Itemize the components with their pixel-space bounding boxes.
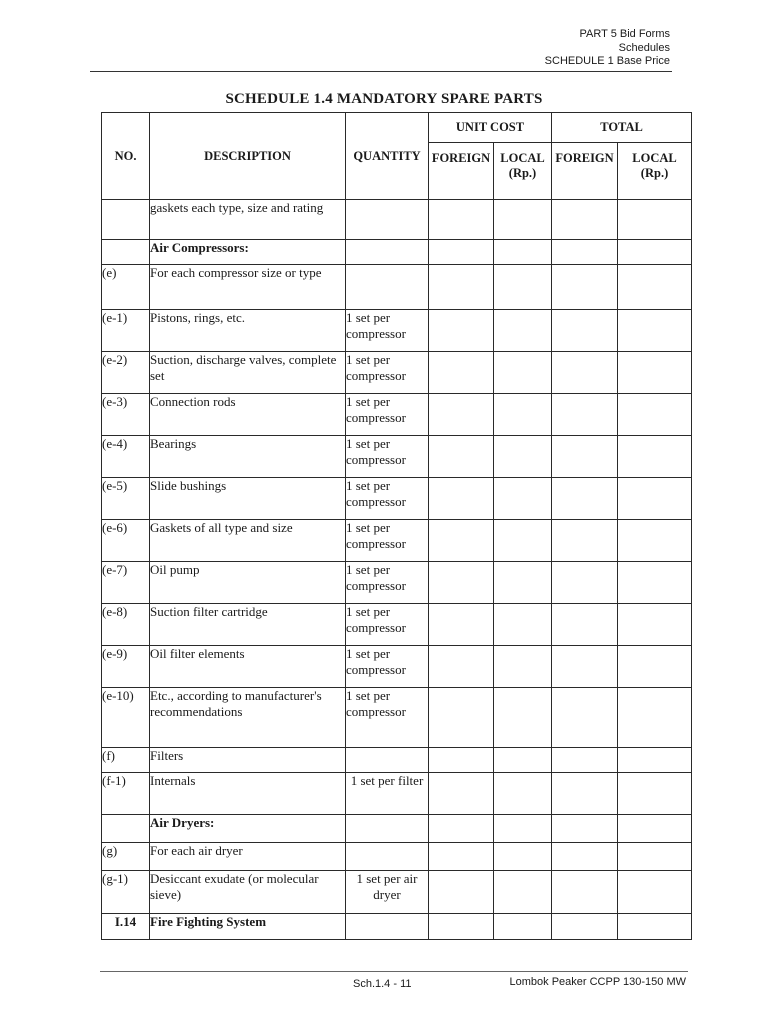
cell-unit-local xyxy=(494,520,552,562)
table-row xyxy=(102,871,692,914)
cell-total-local xyxy=(618,436,692,478)
row-description: Desiccant exudate (or molecular sieve) xyxy=(150,871,346,914)
footer-project: Lombok Peaker CCPP 130-150 MW xyxy=(509,976,686,988)
header-part: PART 5 Bid Forms xyxy=(579,28,670,40)
row-quantity: 1 set per air dryer xyxy=(346,871,429,914)
row-description: Slide bushings xyxy=(150,478,346,520)
row-no: (e-6) xyxy=(102,520,150,562)
table-row xyxy=(102,200,692,240)
cell-unit-foreign xyxy=(429,562,494,604)
cell-total-local xyxy=(618,748,692,773)
row-no xyxy=(102,200,150,240)
row-description: Air Compressors: xyxy=(150,240,346,265)
table-row xyxy=(102,436,692,478)
row-no: (g) xyxy=(102,843,150,871)
row-quantity: 1 set per compressor xyxy=(346,478,429,520)
cell-unit-foreign xyxy=(429,520,494,562)
table-row xyxy=(102,265,692,310)
row-quantity xyxy=(346,843,429,871)
cell-total-foreign xyxy=(552,478,618,520)
cell-total-foreign xyxy=(552,914,618,940)
row-description: For each air dryer xyxy=(150,843,346,871)
cell-unit-foreign xyxy=(429,394,494,436)
cell-unit-local xyxy=(494,688,552,748)
footer-page-ref: Sch.1.4 - 11 xyxy=(353,978,412,990)
table-row xyxy=(102,773,692,815)
cell-unit-local xyxy=(494,604,552,646)
row-description: Suction filter cartridge xyxy=(150,604,346,646)
row-no: (e-4) xyxy=(102,436,150,478)
row-description: Bearings xyxy=(150,436,346,478)
cell-unit-foreign xyxy=(429,436,494,478)
row-description: Etc., according to manufacturer's recommendations xyxy=(150,688,346,748)
table-row xyxy=(102,688,692,748)
row-no: (e-7) xyxy=(102,562,150,604)
cell-unit-local xyxy=(494,200,552,240)
col-header-description: DESCRIPTION xyxy=(150,113,346,200)
row-no: (g-1) xyxy=(102,871,150,914)
unit-local-label: LOCAL xyxy=(500,151,545,165)
cell-unit-local xyxy=(494,773,552,815)
col-header-total-local xyxy=(618,143,692,200)
cell-total-foreign xyxy=(552,871,618,914)
cell-unit-foreign xyxy=(429,240,494,265)
row-quantity xyxy=(346,240,429,265)
table-row xyxy=(102,815,692,843)
cell-total-local xyxy=(618,352,692,394)
cell-total-local xyxy=(618,843,692,871)
cell-total-foreign xyxy=(552,748,618,773)
table-row xyxy=(102,520,692,562)
table-row xyxy=(102,310,692,352)
row-quantity: 1 set per compressor xyxy=(346,688,429,748)
row-description: gaskets each type, size and rating xyxy=(150,200,346,240)
row-quantity: 1 set per compressor xyxy=(346,604,429,646)
row-quantity: 1 set per compressor xyxy=(346,394,429,436)
cell-total-local xyxy=(618,688,692,748)
unit-local-rp: (Rp.) xyxy=(508,166,537,180)
col-header-no: NO. xyxy=(102,113,150,200)
cell-unit-local xyxy=(494,394,552,436)
cell-total-local xyxy=(618,240,692,265)
row-quantity xyxy=(346,265,429,310)
table-row xyxy=(102,240,692,265)
cell-total-local xyxy=(618,773,692,815)
row-quantity: 1 set per compressor xyxy=(346,646,429,688)
cell-unit-foreign xyxy=(429,914,494,940)
cell-total-foreign xyxy=(552,646,618,688)
row-quantity xyxy=(346,914,429,940)
cell-total-local xyxy=(618,815,692,843)
cell-unit-foreign xyxy=(429,843,494,871)
table-row xyxy=(102,914,692,940)
row-quantity: 1 set per compressor xyxy=(346,352,429,394)
row-description: Oil filter elements xyxy=(150,646,346,688)
header-schedule-1: SCHEDULE 1 Base Price xyxy=(544,55,670,67)
cell-total-local xyxy=(618,562,692,604)
cell-unit-foreign xyxy=(429,478,494,520)
cell-total-foreign xyxy=(552,310,618,352)
cell-unit-local xyxy=(494,871,552,914)
cell-total-local xyxy=(618,265,692,310)
cell-total-local xyxy=(618,520,692,562)
row-quantity xyxy=(346,748,429,773)
cell-unit-foreign xyxy=(429,200,494,240)
cell-unit-local xyxy=(494,265,552,310)
row-quantity: 1 set per compressor xyxy=(346,436,429,478)
row-no: (e) xyxy=(102,265,150,310)
cell-unit-foreign xyxy=(429,773,494,815)
header-schedules: Schedules xyxy=(618,41,670,54)
cell-total-local xyxy=(618,310,692,352)
cell-unit-foreign xyxy=(429,265,494,310)
col-header-unit-local xyxy=(494,143,552,200)
cell-total-foreign xyxy=(552,815,618,843)
cell-unit-local xyxy=(494,478,552,520)
row-description: Oil pump xyxy=(150,562,346,604)
cell-total-foreign xyxy=(552,688,618,748)
cell-total-local xyxy=(618,871,692,914)
col-header-total: TOTAL xyxy=(552,113,692,143)
total-local-label: LOCAL xyxy=(632,151,677,165)
table-row xyxy=(102,394,692,436)
row-description: Fire Fighting System xyxy=(150,914,346,940)
cell-total-foreign xyxy=(552,773,618,815)
row-description: Air Dryers: xyxy=(150,815,346,843)
col-header-quantity: QUANTITY xyxy=(346,113,429,200)
cell-unit-foreign xyxy=(429,310,494,352)
cell-unit-local xyxy=(494,310,552,352)
table-row xyxy=(102,604,692,646)
table-row xyxy=(102,843,692,871)
cell-total-local xyxy=(618,604,692,646)
cell-total-local xyxy=(618,200,692,240)
cell-total-foreign xyxy=(552,520,618,562)
cell-total-foreign xyxy=(552,265,618,310)
row-no: (e-5) xyxy=(102,478,150,520)
cell-total-foreign xyxy=(552,200,618,240)
cell-unit-local xyxy=(494,843,552,871)
row-no: (e-3) xyxy=(102,394,150,436)
cell-unit-foreign xyxy=(429,688,494,748)
total-foreign-label: FOREIGN xyxy=(555,151,614,165)
row-no: (e-2) xyxy=(102,352,150,394)
row-quantity xyxy=(346,200,429,240)
row-description: Connection rods xyxy=(150,394,346,436)
table-row xyxy=(102,352,692,394)
cell-total-local xyxy=(618,914,692,940)
row-description: Filters xyxy=(150,748,346,773)
cell-total-foreign xyxy=(552,843,618,871)
row-quantity: 1 set per compressor xyxy=(346,310,429,352)
cell-total-local xyxy=(618,394,692,436)
total-local-rp: (Rp.) xyxy=(640,166,669,180)
row-no: (e-1) xyxy=(102,310,150,352)
cell-unit-local xyxy=(494,748,552,773)
table-row xyxy=(102,562,692,604)
cell-unit-local xyxy=(494,815,552,843)
cell-total-foreign xyxy=(552,562,618,604)
cell-unit-foreign xyxy=(429,748,494,773)
row-no: (e-8) xyxy=(102,604,150,646)
cell-unit-local xyxy=(494,352,552,394)
cell-unit-foreign xyxy=(429,815,494,843)
document-title: SCHEDULE 1.4 MANDATORY SPARE PARTS xyxy=(225,91,543,107)
row-no xyxy=(102,815,150,843)
cell-total-foreign xyxy=(552,394,618,436)
row-description: Pistons, rings, etc. xyxy=(150,310,346,352)
cell-unit-foreign xyxy=(429,871,494,914)
cell-total-foreign xyxy=(552,352,618,394)
col-header-unit-cost: UNIT COST xyxy=(429,113,552,143)
row-description: Suction, discharge valves, complete set xyxy=(150,352,346,394)
cell-unit-local xyxy=(494,562,552,604)
cell-unit-foreign xyxy=(429,604,494,646)
row-no: (f) xyxy=(102,748,150,773)
row-no: (e-10) xyxy=(102,688,150,748)
table-row xyxy=(102,478,692,520)
cell-total-foreign xyxy=(552,604,618,646)
cell-total-local xyxy=(618,478,692,520)
row-no: (e-9) xyxy=(102,646,150,688)
cell-total-foreign xyxy=(552,240,618,265)
row-description: Internals xyxy=(150,773,346,815)
footer-rule xyxy=(100,971,688,972)
row-no: I.14 xyxy=(102,914,150,940)
page-header xyxy=(545,28,670,69)
row-no xyxy=(102,240,150,265)
row-quantity: 1 set per compressor xyxy=(346,562,429,604)
row-quantity: 1 set per compressor xyxy=(346,520,429,562)
cell-unit-local xyxy=(494,240,552,265)
row-no: (f-1) xyxy=(102,773,150,815)
cell-unit-local xyxy=(494,646,552,688)
table-row xyxy=(102,646,692,688)
spare-parts-table xyxy=(101,112,692,940)
unit-foreign-label: FOREIGN xyxy=(431,151,491,165)
cell-unit-foreign xyxy=(429,352,494,394)
row-description: For each compressor size or type xyxy=(150,265,346,310)
col-header-total-foreign xyxy=(552,143,618,200)
row-quantity: 1 set per filter xyxy=(346,773,429,815)
header-rule xyxy=(90,71,672,72)
cell-unit-local xyxy=(494,914,552,940)
table-row xyxy=(102,748,692,773)
row-description: Gaskets of all type and size xyxy=(150,520,346,562)
cell-total-local xyxy=(618,646,692,688)
row-quantity xyxy=(346,815,429,843)
cell-unit-foreign xyxy=(429,646,494,688)
cell-total-foreign xyxy=(552,436,618,478)
cell-unit-local xyxy=(494,436,552,478)
col-header-unit-foreign xyxy=(429,143,494,200)
